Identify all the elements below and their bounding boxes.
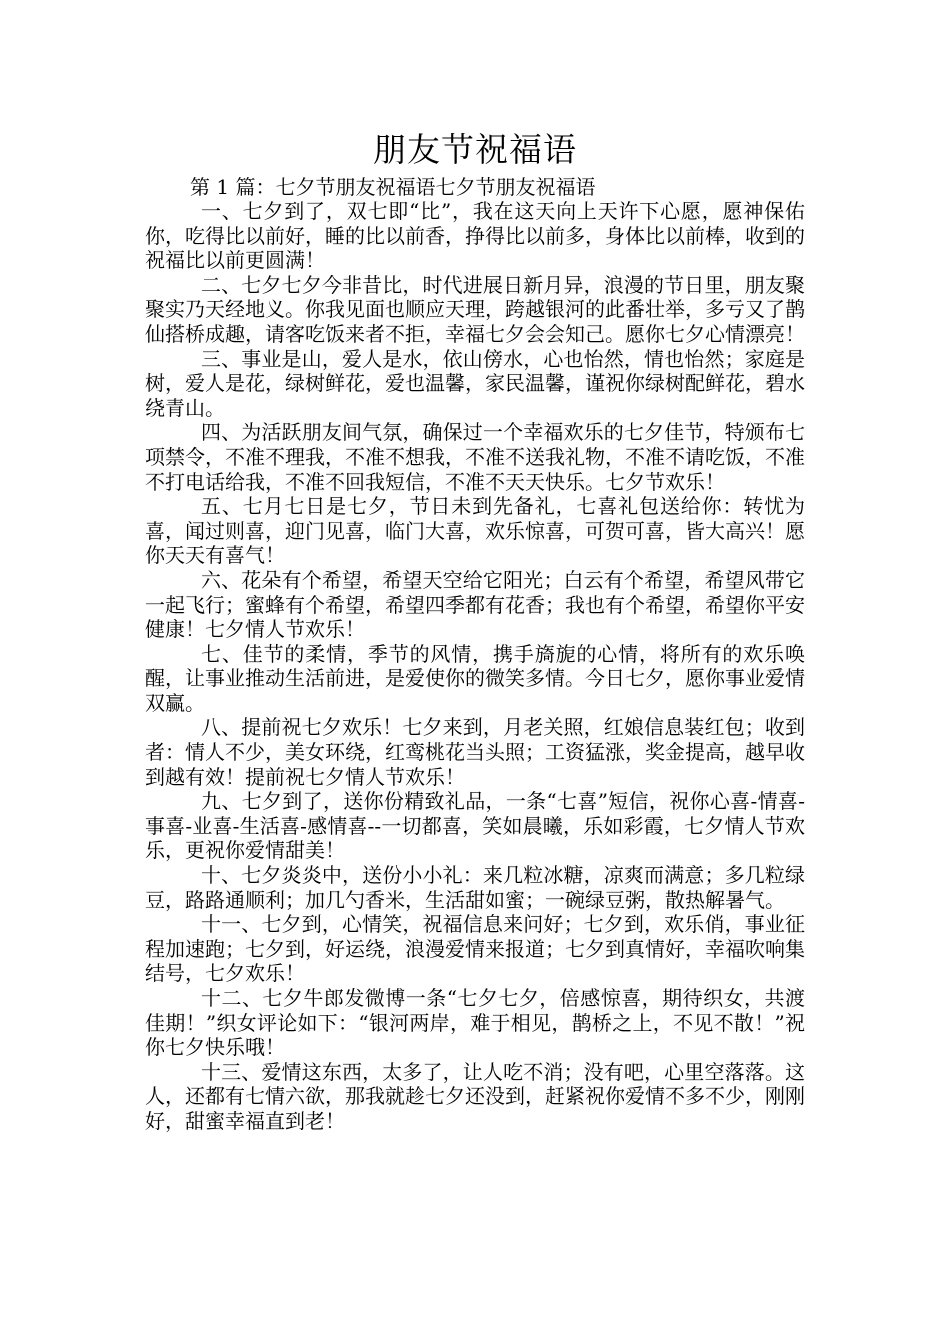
paragraph: 六、花朵有个希望，希望天空给它阳光；白云有个希望，希望风带它一起飞行；蜜蜂有个希望，希望四季都有花香；我也有个希望，希望你平安健康！七夕情人节欢乐！ xyxy=(145,567,805,642)
paragraph: 十三、爱情这东西，太多了，让人吃不消；没有吧，心里空落落。这人，还都有七情六欲，那我就趁七夕还没到，赶紧祝你爱情不多不少，刚刚好，甜蜜幸福直到老！ xyxy=(145,1059,805,1133)
paragraph: 十一、七夕到，心情笑，祝福信息来问好；七夕到，欢乐俏，事业征程加速跑；七夕到，好运绕，浪漫爱情来报道；七夕到真情好，幸福吹响集结号，七夕欢乐！ xyxy=(145,912,805,986)
paragraph: 三、事业是山，爱人是水，依山傍水，心也怡然，情也怡然；家庭是树，爱人是花，绿树鲜花，爱也温馨，家民温馨，谨祝你绿树配鲜花，碧水绕青山。 xyxy=(145,346,805,420)
paragraph: 四、为活跃朋友间气氛，确保过一个幸福欢乐的七夕佳节，特颁布七项禁令，不准不理我，不准不想我，不准不送我礼物，不准不请吃饭，不准不打电话给我，不准不回我短信，不准不天天快乐。七夕节欢乐！ xyxy=(145,420,805,494)
paragraph: 五、七月七日是七夕，节日未到先备礼，七喜礼包送给你：转忧为喜，闻过则喜，迎门见喜，临门大喜，欢乐惊喜，可贺可喜，皆大高兴！愿你天天有喜气！ xyxy=(145,494,805,568)
paragraph: 十、七夕炎炎中，送份小小礼：来几粒冰糖，凉爽而满意；多几粒绿豆，路路通顺利；加几勺香米，生活甜如蜜；一碗绿豆粥，散热解暑气。 xyxy=(145,863,805,912)
paragraph: 九、七夕到了，送你份精致礼品，一条“七喜”短信，祝你心喜-情喜-事喜-业喜-生活喜-感情喜--一切都喜，笑如晨曦，乐如彩霞，七夕情人节欢乐，更祝你爱情甜美！ xyxy=(145,789,805,863)
document-body xyxy=(145,199,805,1134)
document-subtitle: 第 1 篇：七夕节朋友祝福语七夕节朋友祝福语 xyxy=(190,175,596,199)
paragraph: 二、七夕七夕今非昔比，时代进展日新月异，浪漫的节日里，朋友聚聚实乃天经地义。你我见面也顺应天理，跨越银河的此番壮举，多亏又了鹊仙搭桥成趣，请客吃饭来者不拒，幸福七夕会会知己。愿你七夕心情漂亮！ xyxy=(145,272,805,346)
paragraph: 七、佳节的柔情，季节的风情，携手旖旎的心情，将所有的欢乐唤醒，让事业推动生活前进，是爱使你的微笑多情。今日七夕，愿你事业爱情双赢。 xyxy=(145,641,805,715)
document-title: 朋友节祝福语 xyxy=(373,130,577,169)
paragraph: 十二、七夕牛郎发微博一条“七夕七夕，倍感惊喜，期待织女，共渡佳期！”织女评论如下：“银河两岸，难于相见，鹊桥之上，不见不散！”祝你七夕快乐哦！ xyxy=(145,986,805,1060)
paragraph: 一、七夕到了，双七即“比”，我在这天向上天许下心愿，愿神保佑你，吃得比以前好，睡的比以前香，挣得比以前多，身体比以前棒，收到的祝福比以前更圆满！ xyxy=(145,199,805,273)
paragraph: 八、提前祝七夕欢乐！七夕来到，月老关照，红娘信息装红包；收到者：情人不少，美女环绕，红鸾桃花当头照；工资猛涨，奖金提高，越早收到越有效！提前祝七夕情人节欢乐！ xyxy=(145,715,805,789)
